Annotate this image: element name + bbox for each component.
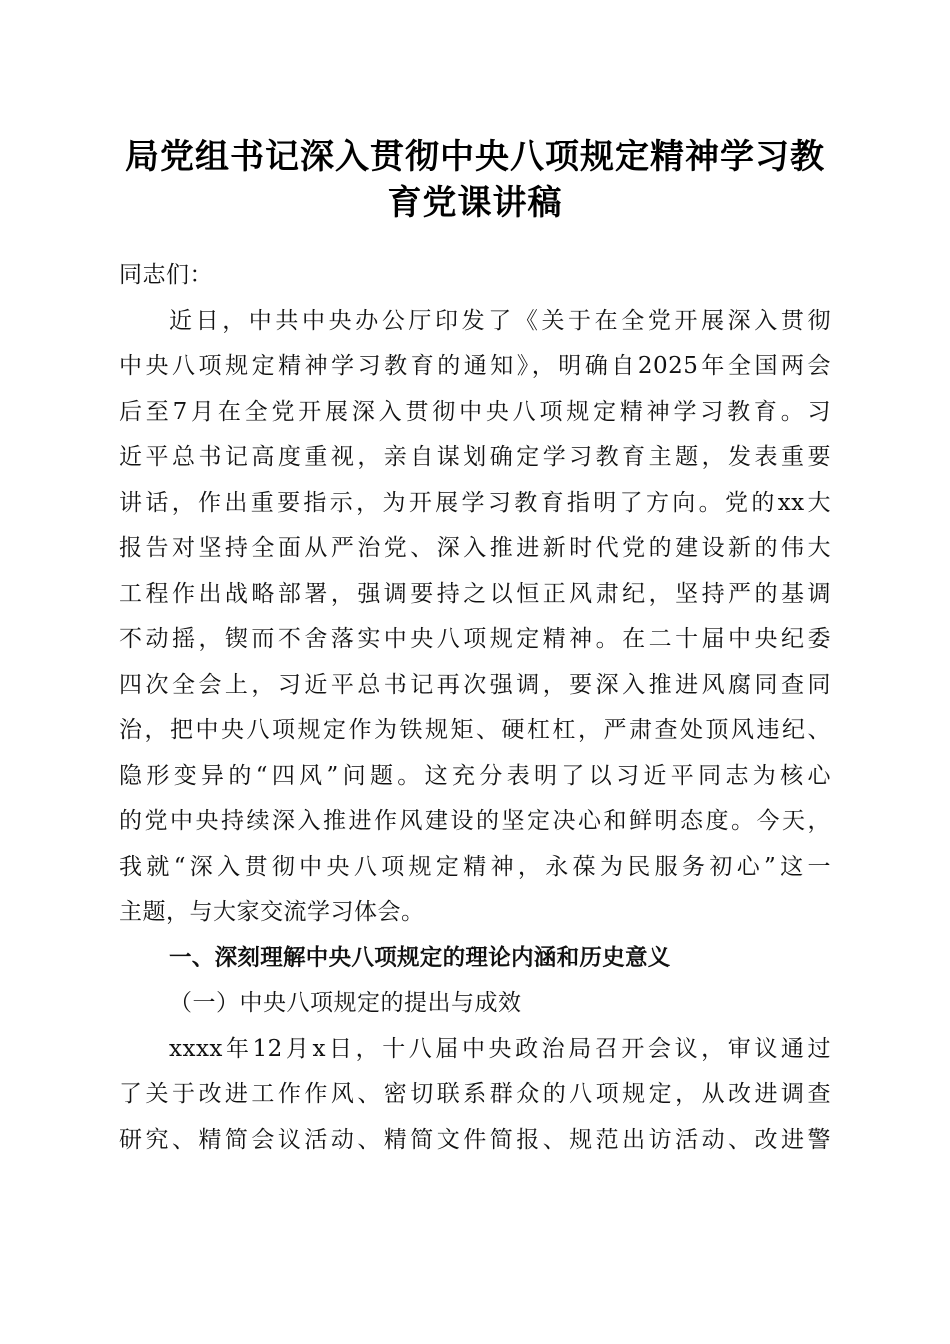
paragraph-line: 隐形变异的“四风”问题。这充分表明了以习近平同志为核心 — [119, 762, 831, 789]
paragraph-line: 不动摇，锲而不舍落实中央八项规定精神。在二十届中央纪委 — [119, 626, 831, 652]
greeting: 同志们： — [119, 262, 213, 288]
paragraph-line: 讲话，作出重要指示，为开展学习教育指明了方向。党的xx大 — [119, 489, 831, 516]
paragraph-line: 后至7月在全党开展深入贯彻中央八项规定精神学习教育。习 — [119, 398, 831, 425]
subsection-heading: （一）中央八项规定的提出与成效 — [169, 990, 522, 1016]
paragraph-line: 四次全会上，习近平总书记再次强调，要深入推进风腐同查同 — [119, 671, 831, 698]
paragraph-line: 主题，与大家交流学习体会。 — [119, 899, 425, 925]
paragraph-line: 治，把中央八项规定作为铁规矩、硬杠杠，严肃查处顶风违纪、 — [119, 717, 831, 743]
paragraph-intro — [119, 299, 831, 936]
paragraph-line: 中央八项规定精神学习教育的通知》，明确自2025年全国两会 — [119, 353, 831, 379]
paragraph-line: 报告对坚持全面从严治党、深入推进新时代党的建设新的伟大 — [119, 535, 831, 561]
section-heading: 一、深刻理解中央八项规定的理论内涵和历史意义 — [169, 944, 671, 971]
title-line: 局党组书记深入贯彻中央八项规定精神学习教 — [125, 137, 825, 177]
document-body — [119, 253, 831, 1163]
paragraph-line: 的党中央持续深入推进作风建设的坚定决心和鲜明态度。今天， — [119, 808, 831, 834]
title-line: 育党课讲稿 — [387, 183, 563, 223]
document-title — [90, 134, 860, 226]
paragraph-line: 近平总书记高度重视，亲自谋划确定学习教育主题，发表重要 — [119, 444, 831, 470]
paragraph-section — [119, 1027, 831, 1164]
paragraph-line: xxxx年12月x日，十八届中央政治局召开会议，审议通过 — [169, 1035, 831, 1062]
paragraph-line: 工程作出战略部署，强调要持之以恒正风肃纪，坚持严的基调 — [119, 580, 831, 607]
paragraph-line: 研究、精简会议活动、精简文件简报、规范出访活动、改进警 — [119, 1126, 831, 1153]
paragraph-line: 近日，中共中央办公厅印发了《关于在全党开展深入贯彻 — [169, 307, 831, 334]
paragraph-line: 我就“深入贯彻中央八项规定精神，永葆为民服务初心”这一 — [119, 853, 831, 880]
paragraph-line: 了关于改进工作作风、密切联系群众的八项规定，从改进调查 — [119, 1081, 831, 1107]
